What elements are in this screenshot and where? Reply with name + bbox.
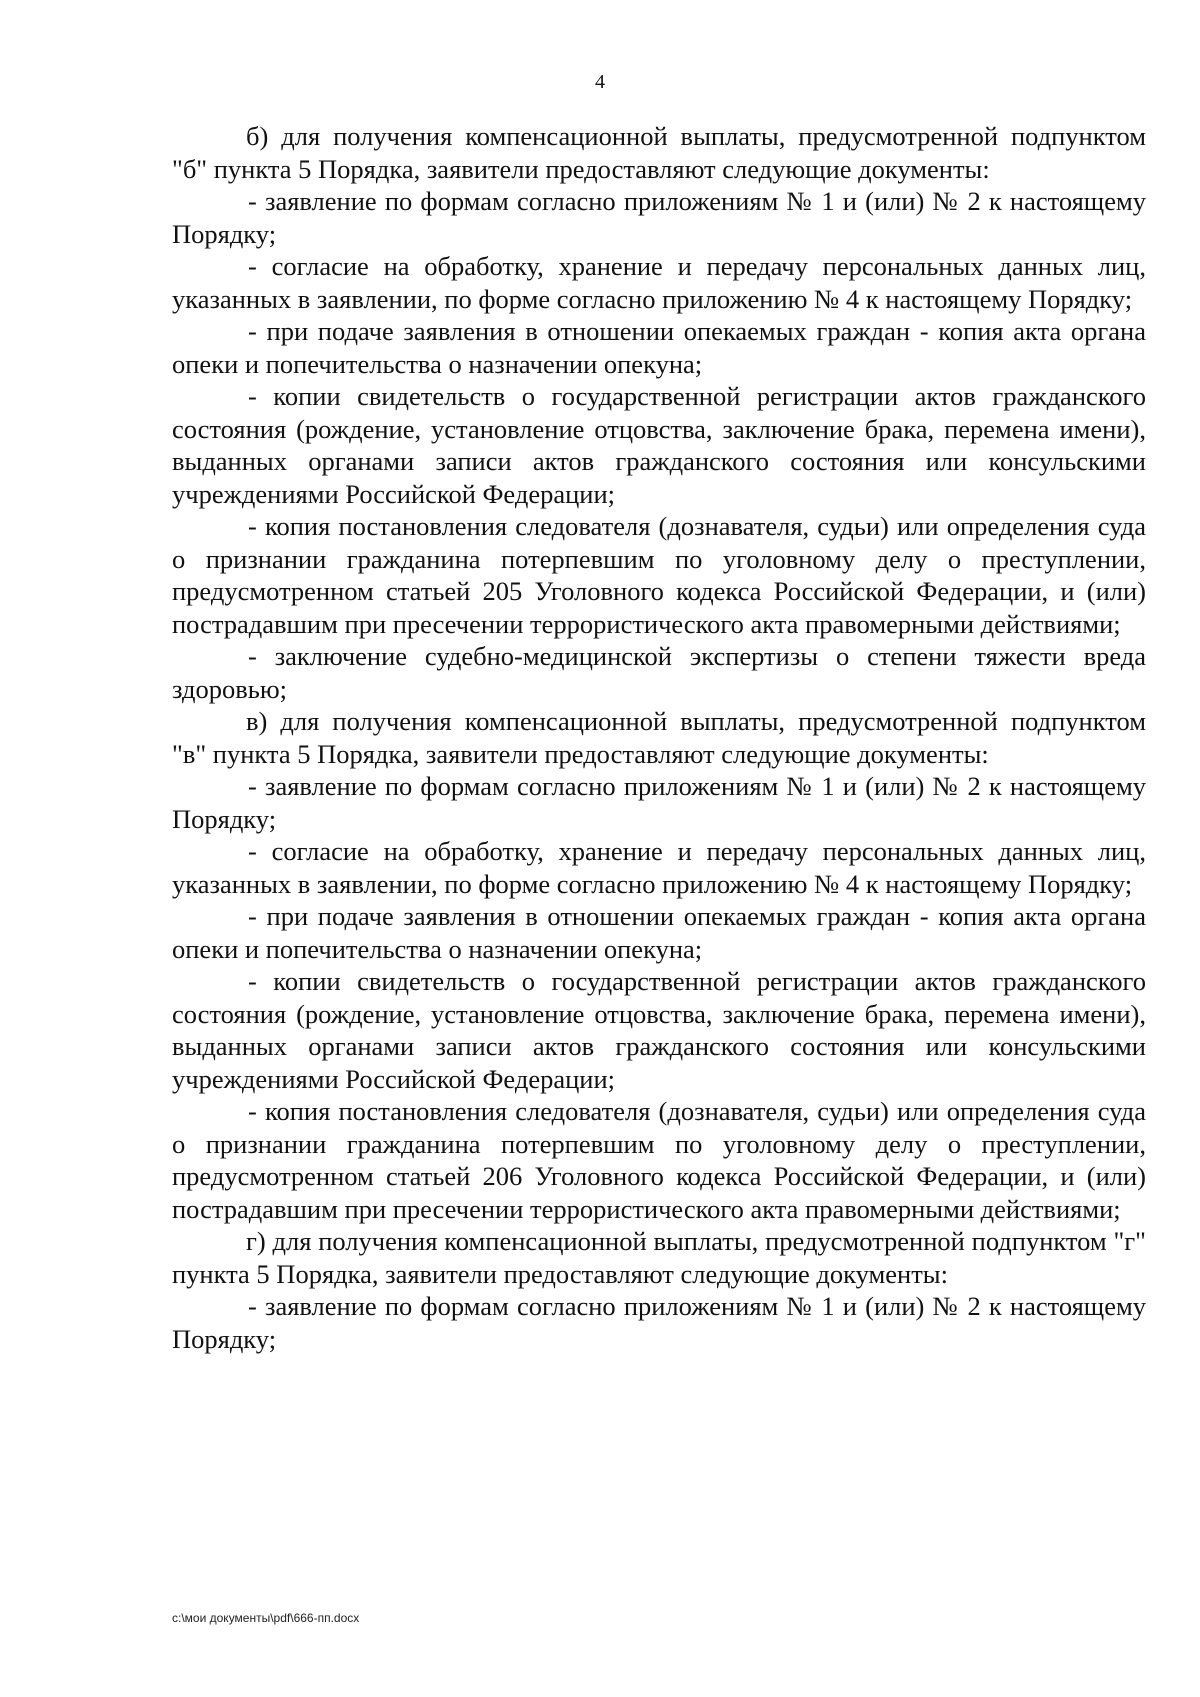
page-number: 4 <box>595 71 605 93</box>
list-item: - заявление по формам согласно приложениям № 1 и (или) № 2 к настоящему Порядку; <box>172 771 1146 834</box>
list-item: - заявление по формам согласно приложениям № 1 и (или) № 2 к настоящему Порядку; <box>172 1291 1146 1354</box>
list-item: - копии свидетельств о государственной регистрации актов гражданского состояния (рождение, установление отцовства, заключение брака, перемена имени), выданных органами записи актов гражданского состояния или консульскими учреждениями Российской Федерации; <box>172 381 1146 509</box>
list-item: - копия постановления следователя (дознавателя, судьи) или определения суда о признании гражданина потерпевшим по уголовному делу о преступлении, предусмотренном статьей 206 Уголовного кодекса Российской Федерации, и (или) пострадавшим при пресечении террористического акта правомерными действиями; <box>172 1096 1146 1224</box>
list-item: - заключение судебно-медицинской экспертизы о степени тяжести вреда здоровью; <box>172 641 1146 704</box>
list-item: - при подаче заявления в отношении опекаемых граждан - копия акта органа опеки и попечительства о назначении опекуна; <box>172 316 1146 379</box>
list-item: - копии свидетельств о государственной регистрации актов гражданского состояния (рождение, установление отцовства, заключение брака, перемена имени), выданных органами записи актов гражданского состояния или консульскими учреждениями Российской Федерации; <box>172 966 1146 1094</box>
paragraph-subpoint-g-intro: г) для получения компенсационной выплаты, предусмотренной подпунктом "г" пункта 5 Порядка, заявители предоставляют следующие документы: <box>172 1226 1146 1289</box>
list-item: - согласие на обработку, хранение и передачу персональных данных лиц, указанных в заявлении, по форме согласно приложению № 4 к настоящему Порядку; <box>172 836 1146 899</box>
document-body <box>172 120 1146 1355</box>
list-item: - заявление по формам согласно приложениям № 1 и (или) № 2 к настоящему Порядку; <box>172 186 1146 249</box>
list-item: - копия постановления следователя (дознавателя, судьи) или определения суда о признании гражданина потерпевшим по уголовному делу о преступлении, предусмотренном статьей 205 Уголовного кодекса Российской Федерации, и (или) пострадавшим при пресечении террористического акта правомерными действиями; <box>172 511 1146 639</box>
paragraph-subpoint-b-intro: б) для получения компенсационной выплаты, предусмотренной подпунктом "б" пункта 5 Порядка, заявители предоставляют следующие документы: <box>172 121 1146 184</box>
footer-file-path: c:\мои документы\pdf\666-пп.docx <box>172 1611 360 1625</box>
list-item: - согласие на обработку, хранение и передачу персональных данных лиц, указанных в заявлении, по форме согласно приложению № 4 к настоящему Порядку; <box>172 251 1146 314</box>
paragraph-subpoint-v-intro: в) для получения компенсационной выплаты, предусмотренной подпунктом "в" пункта 5 Порядка, заявители предоставляют следующие документы: <box>172 706 1146 769</box>
list-item: - при подаче заявления в отношении опекаемых граждан - копия акта органа опеки и попечительства о назначении опекуна; <box>172 901 1146 964</box>
